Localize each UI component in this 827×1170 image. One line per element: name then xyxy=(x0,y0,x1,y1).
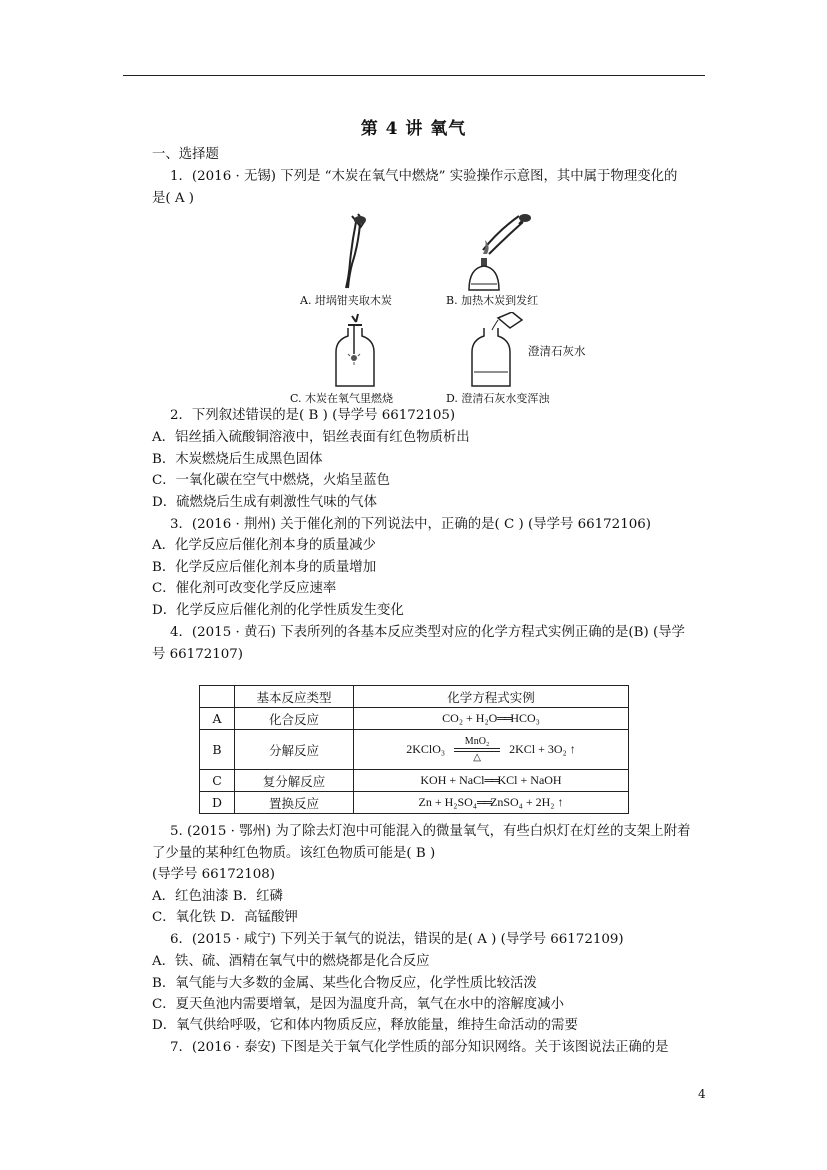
table-row xyxy=(200,708,629,730)
figure-a-tongs xyxy=(330,210,390,292)
table-row xyxy=(200,770,629,792)
q6-option-a: A．铁、硫、酒精在氧气中的燃烧都是化合反应 xyxy=(152,954,430,969)
q4-stem-line2: 号 66172107) xyxy=(152,647,244,662)
row-letter: B xyxy=(200,730,235,770)
caption-c: C. 木炭在氧气里燃烧 xyxy=(290,392,394,405)
q1-stem-line1: 1．(2016 · 无锡) 下列是 “木炭在氧气中燃烧” 实验操作示意图，其中属于物理变化的 xyxy=(170,169,678,184)
table-header: 基本反应类型 xyxy=(235,686,354,708)
q2-stem: 2．下列叙述错误的是( B ) (导学号 66172105) xyxy=(170,408,456,423)
q3-option-a: A．化学反应后催化剂本身的质量减少 xyxy=(152,538,376,553)
row-letter: D xyxy=(200,792,235,814)
row-letter: A xyxy=(200,708,235,730)
q5-options-ab: A．红色油漆 B．红磷 xyxy=(152,889,283,904)
caption-b: B. 加热木炭到发红 xyxy=(446,294,539,307)
table-header xyxy=(200,686,235,708)
row-type: 化合反应 xyxy=(235,708,354,730)
row-letter: C xyxy=(200,770,235,792)
figure-c-bottle xyxy=(330,312,380,390)
row-type: 置换反应 xyxy=(235,792,354,814)
q7-stem: 7．(2016 · 泰安) 下图是关于氧气化学性质的部分知识网络。关于该图说法正确的是 xyxy=(170,1040,669,1055)
table-header-row xyxy=(200,686,629,708)
q2-option-b: B．木炭燃烧后生成黑色固体 xyxy=(152,452,323,467)
q5-stem-line3: (导学号 66172108) xyxy=(152,867,276,882)
q5-options-cd: C．氧化铁 D．高锰酸钾 xyxy=(152,910,298,925)
q4-stem-line1: 4．(2015 · 黄石) 下表所列的各基本反应类型对应的化学方程式实例正确的是(B) (导学 xyxy=(170,625,685,640)
section-heading: 一、选择题 xyxy=(152,147,219,162)
q3-option-b: B．化学反应后催化剂本身的质量增加 xyxy=(152,560,377,575)
caption-d: D. 澄清石灰水变浑浊 xyxy=(446,392,550,405)
row-equation: Zn + H₂SO₄══ZnSO₄ + 2H₂ ↑ xyxy=(354,792,629,814)
table-row xyxy=(200,792,629,814)
figure-d-limewater xyxy=(468,312,528,390)
row-type: 复分解反应 xyxy=(235,770,354,792)
row-type: 分解反应 xyxy=(235,730,354,770)
q3-option-d: D．化学反应后催化剂的化学性质发生变化 xyxy=(152,603,404,618)
q5-stem-line2: 了少量的某种红色物质。该红色物质可能是( B ) xyxy=(152,846,436,861)
row-equation: 2KClO₃ MnO₂ △ 2KCl + 3O₂ ↑ xyxy=(354,730,629,770)
table-row xyxy=(200,730,629,770)
q3-stem: 3．(2016 · 荆州) 关于催化剂的下列说法中，正确的是( C ) (导学号 66172106) xyxy=(170,517,651,532)
q6-option-b: B．氧气能与大多数的金属、某些化合物反应，化学性质比较活泼 xyxy=(152,976,537,991)
q2-option-c: C．一氧化碳在空气中燃烧，火焰呈蓝色 xyxy=(152,473,390,488)
q1-stem-line2: 是( A ) xyxy=(152,191,195,206)
page-number: 4 xyxy=(698,1087,706,1101)
label-limewater: 澄清石灰水 xyxy=(528,344,586,358)
q5-stem-line1: 5. (2015 · 鄂州) 为了除去灯泡中可能混入的微量氧气，有些白炽灯在灯丝的支架上附着 xyxy=(170,824,691,839)
table-header: 化学方程式实例 xyxy=(354,686,629,708)
row-equation: KOH + NaCl══KCl + NaOH xyxy=(354,770,629,792)
q2-option-d: D．硫燃烧后生成有刺激性气味的气体 xyxy=(152,495,377,510)
q6-option-c: C．夏天鱼池内需要增氧，是因为温度升高，氧气在水中的溶解度减小 xyxy=(152,997,564,1012)
q6-stem: 6．(2015 · 咸宁) 下列关于氧气的说法，错误的是( A ) (导学号 66172109) xyxy=(170,932,624,947)
reaction-table xyxy=(199,685,629,814)
row-equation: CO₂ + H₂O══HCO₃ xyxy=(354,708,629,730)
caption-a: A. 坩埚钳夹取木炭 xyxy=(300,294,392,307)
page-title: 第 4 讲 氧气 xyxy=(360,119,467,139)
q2-option-a: A．铝丝插入硫酸铜溶液中，铝丝表面有红色物质析出 xyxy=(152,430,470,445)
figure-b-heating xyxy=(455,210,535,292)
header-rule xyxy=(123,75,705,76)
q6-option-d: D．氧气供给呼吸，它和体内物质反应，释放能量，维持生命活动的需要 xyxy=(152,1018,578,1033)
q3-option-c: C．催化剂可改变化学反应速率 xyxy=(152,581,337,596)
